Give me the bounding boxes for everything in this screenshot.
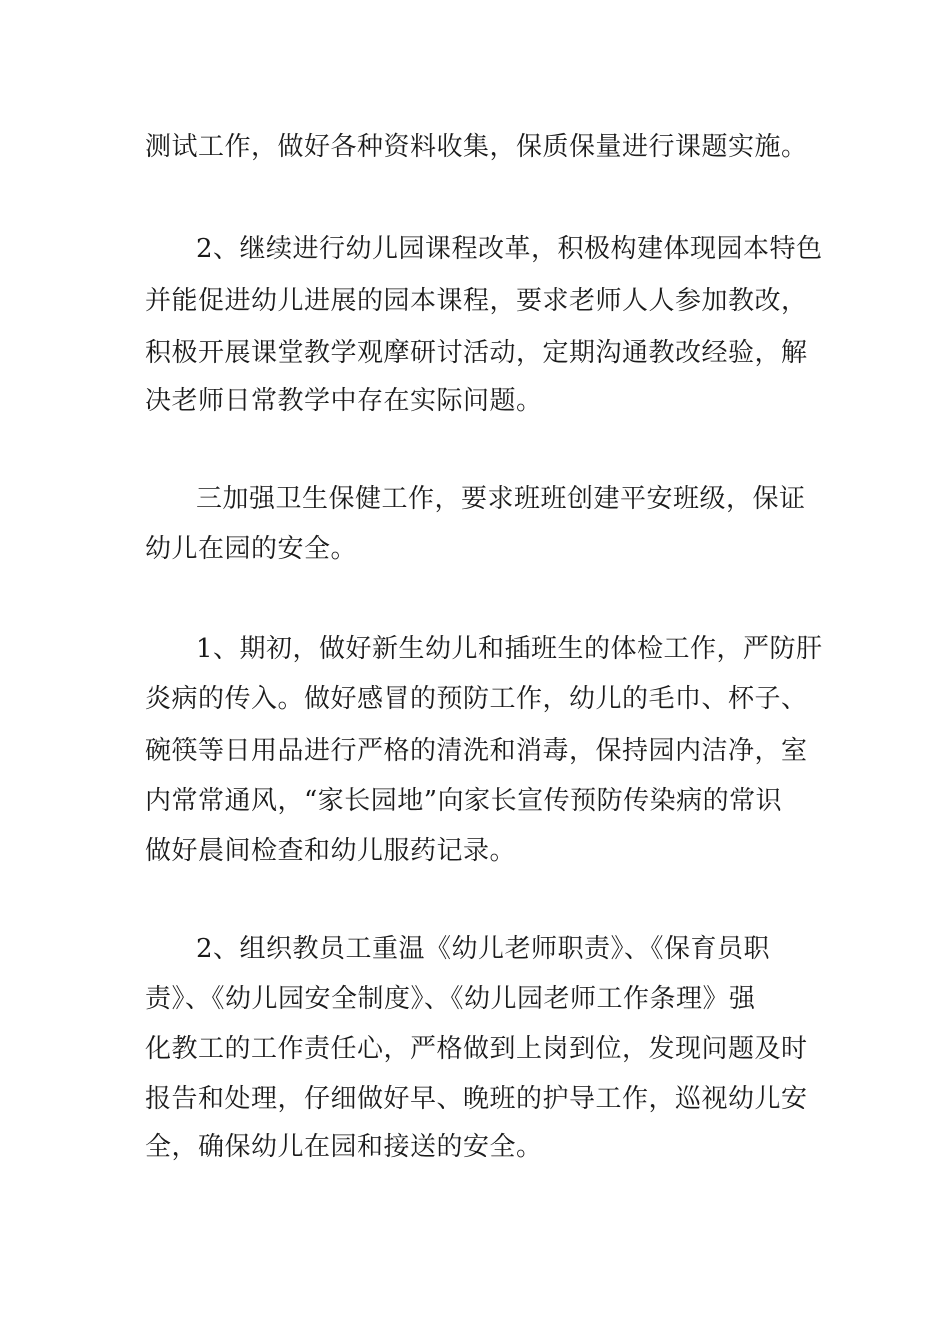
text-line: 化教工的工作责任心，严格做到上岗到位，发现问题及时 bbox=[145, 1034, 808, 1064]
text-line: 做好晨间检查和幼儿服药记录。 bbox=[145, 836, 517, 866]
text-line: 炎病的传入。做好感冒的预防工作，幼儿的毛巾、杯子、 bbox=[145, 684, 808, 714]
text-line: 责》、《幼儿园安全制度》、《幼儿园老师工作条理》强 bbox=[145, 984, 756, 1014]
text-line: 2、组织教员工重温《幼儿老师职责》、《保育员职 bbox=[196, 934, 771, 964]
text-line: 积极开展课堂教学观摩研讨活动，定期沟通教改经验，解 bbox=[145, 338, 808, 368]
text-line: 1、期初，做好新生幼儿和插班生的体检工作，严防肝 bbox=[196, 634, 823, 664]
text-line: 测试工作，做好各种资料收集，保质保量进行课题实施。 bbox=[145, 132, 808, 162]
text-line: 三加强卫生保健工作，要求班班创建平安班级，保证 bbox=[196, 484, 806, 514]
text-line: 全，确保幼儿在园和接送的安全。 bbox=[145, 1132, 543, 1162]
text-line: 幼儿在园的安全。 bbox=[145, 534, 358, 564]
text-line: 并能促进幼儿进展的园本课程，要求老师人人参加教改， bbox=[145, 286, 808, 316]
text-line: 2、继续进行幼儿园课程改革，积极构建体现园本特色 bbox=[196, 234, 823, 264]
text-line: 报告和处理，仔细做好早、晚班的护导工作，巡视幼儿安 bbox=[145, 1084, 808, 1114]
text-line: 决老师日常教学中存在实际问题。 bbox=[145, 386, 543, 416]
text-line: 碗筷等日用品进行严格的清洗和消毒，保持园内洁净，室 bbox=[145, 736, 808, 766]
text-line: 内常常通风，“家长园地”向家长宣传预防传染病的常识 bbox=[145, 786, 783, 816]
